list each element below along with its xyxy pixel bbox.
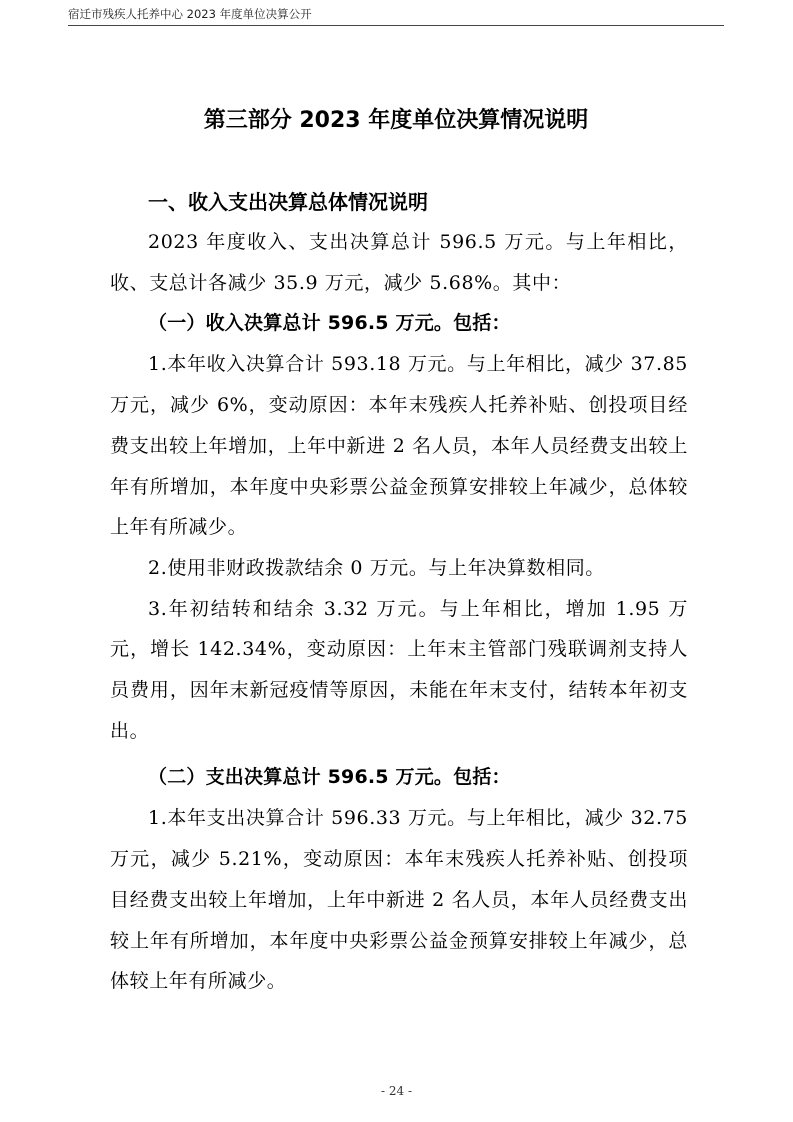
expenditure-heading: （二）支出决算总计 596.5 万元。包括：	[148, 766, 511, 789]
running-header: 宿迁市残疾人托养中心 2023 年度单位决算公开	[68, 7, 312, 21]
income-item-1: 1.本年收入决算合计 593.18 万元。与上年相比，减少 37.85 万元，减少 6%，变动原因：本年末残疾人托养补贴、创投项目经费支出较上年增加，上年中新进 2 名人员，本年人员经费支出较上年有所增加，本年度中央彩票公益金预算安排较上年减少，总体较上年有所减少。	[110, 353, 688, 539]
page-number: - 24 -	[380, 1084, 412, 1098]
income-item-3: 3.年初结转和结余 3.32 万元。与上年相比，增加 1.95 万元，增长 142.34%，变动原因：上年末主管部门残联调剂支持人员费用，因年末新冠疫情等原因，未能在年末支付，结转本年初支出。	[110, 597, 688, 742]
section-heading-overview: 一、收入支出决算总体情况说明	[148, 190, 428, 214]
document-body	[110, 105, 688, 1002]
overview-paragraph: 2023 年度收入、支出决算总计 596.5 万元。与上年相比，收、支总计各减少 35.9 万元，减少 5.68%。其中：	[110, 231, 688, 294]
header-divider	[68, 25, 724, 26]
income-heading: （一）收入决算总计 596.5 万元。包括：	[148, 312, 511, 335]
expenditure-item-1: 1.本年支出决算合计 596.33 万元。与上年相比，减少 32.75 万元，减少 5.21%，变动原因：本年末残疾人托养补贴、创投项目经费支出较上年增加，上年中新进 2 名人员，本年人员经费支出较上年有所增加，本年度中央彩票公益金预算安排较上年减少，总体较上年有所减少。	[110, 807, 688, 993]
income-item-2: 2.使用非财政拨款结余 0 万元。与上年决算数相同。	[148, 556, 605, 579]
document-title: 第三部分 2023 年度单位决算情况说明	[203, 108, 589, 133]
